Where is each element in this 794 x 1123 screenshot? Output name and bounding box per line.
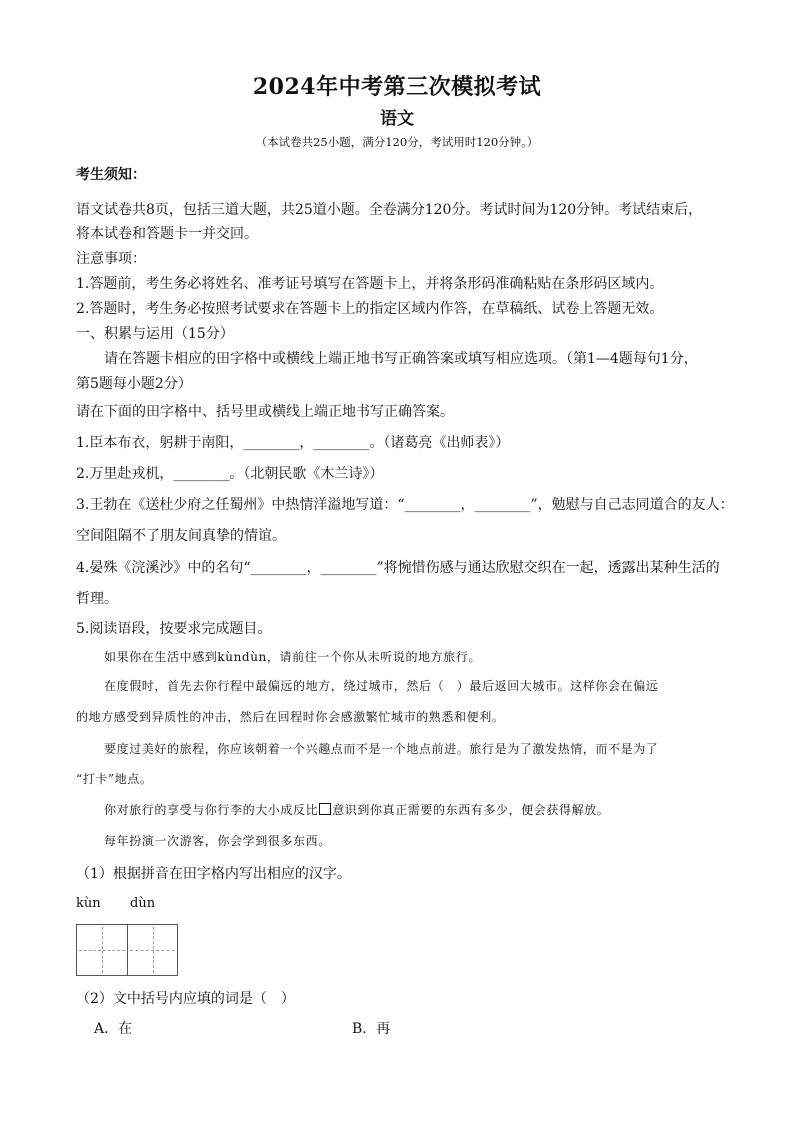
question-4-line-1: 4.晏殊《浣溪沙》中的名句“________，________”将惋惜伤感与通达欣慰交织在一起，透露出某种生活的	[76, 560, 720, 576]
notice-item-1: 1.答题前，考生务必将姓名、准考证号填写在答题卡上，并将条形码准确粘贴在条形码区域内。	[76, 276, 664, 292]
passage-paragraph-2b: 的地方感受到异质性的冲击，然后在回程时你会感激繁忙城市的熟悉和便利。	[76, 710, 505, 724]
section-1-intro-2: 第5题每小题2分）	[76, 376, 192, 392]
passage-paragraph-3b: “打卡”地点。	[76, 772, 153, 786]
question-3-line-2: 空间阻隔不了朋友间真挚的情谊。	[76, 528, 286, 544]
option-a[interactable]: A．在	[94, 1021, 133, 1037]
passage-paragraph-5: 每年扮演一次游客，你会学到很多东西。	[104, 834, 331, 848]
question-5: 5.阅读语段，按要求完成题目。	[76, 621, 272, 637]
pinyin-dun: dùn	[130, 896, 156, 911]
passage-paragraph-4-after: 意识到你真正需要的东西有多少，便会获得解放。	[332, 803, 610, 817]
question-2: 2.万里赴戎机，________。（北朝民歌《木兰诗》）	[76, 466, 384, 482]
question-3-line-1: 3.王勃在《送杜少府之任蜀州》中热情洋溢地写道：“________，________”，勉慰与自己志同道合的友人：	[76, 497, 734, 513]
instructions-heading: 考生须知：	[76, 167, 146, 183]
section-1-intro-1: 请在答题卡相应的田字格中或横线上端正地书写正确答案或填写相应选项。（第1—4题每句1分，	[104, 351, 698, 367]
question-1: 1.臣本布衣，躬耕于南阳，________，________。（诸葛亮《出师表》）	[76, 435, 510, 451]
passage-paragraph-4	[104, 801, 609, 818]
exam-note: （本试卷共25小题，满分120分，考试用时120分钟。）	[255, 135, 539, 149]
question-4-line-2: 哲理。	[76, 591, 118, 607]
instructions-line-2: 将本试卷和答题卡一并交回。	[76, 226, 258, 242]
passage-paragraph-3a: 要度过美好的旅程，你应该朝着一个兴趣点而不是一个地点前进。旅行是为了激发热情，而不是为了	[104, 742, 659, 756]
tianzige-cell-2[interactable]	[127, 925, 177, 975]
subquestion-2: （2）文中括号内应填的词是（ ）	[76, 991, 295, 1007]
subject-title: 语文	[380, 109, 414, 129]
subquestion-1: （1）根据拼音在田字格内写出相应的汉字。	[76, 866, 351, 882]
instructions-line-1: 语文试卷共8页，包括三道大题，共25道小题。全卷满分120分。考试时间为120分钟。考试结束后，	[76, 202, 703, 218]
section-1-heading: 一、积累与运用（15分）	[76, 326, 234, 342]
passage-paragraph-1: 如果你在生活中感到kùndùn，请前往一个你从未听说的地方旅行。	[104, 650, 482, 664]
notice-item-2: 2.答题时，考生务必按照考试要求在答题卡上的指定区域内作答，在草稿纸、试卷上答题无效。	[76, 301, 664, 317]
page-title: 2024年中考第三次模拟考试	[252, 74, 542, 100]
option-b[interactable]: B．再	[352, 1021, 391, 1037]
answer-box[interactable]	[319, 803, 331, 815]
tianzige-cell-1[interactable]	[77, 925, 127, 975]
tianzige-grid	[76, 924, 178, 976]
passage-paragraph-2a: 在度假时，首先去你行程中最偏远的地方，绕过城市，然后（ ）最后返回大城市。这样你会在偏远	[104, 679, 659, 693]
notice-heading: 注意事项：	[76, 251, 146, 267]
pinyin-kun: kùn	[76, 896, 101, 911]
passage-paragraph-4-before: 你对旅行的享受与你行李的大小成反比	[104, 803, 319, 817]
section-1-intro-3: 请在下面的田字格中、括号里或横线上端正地书写正确答案。	[76, 404, 454, 420]
